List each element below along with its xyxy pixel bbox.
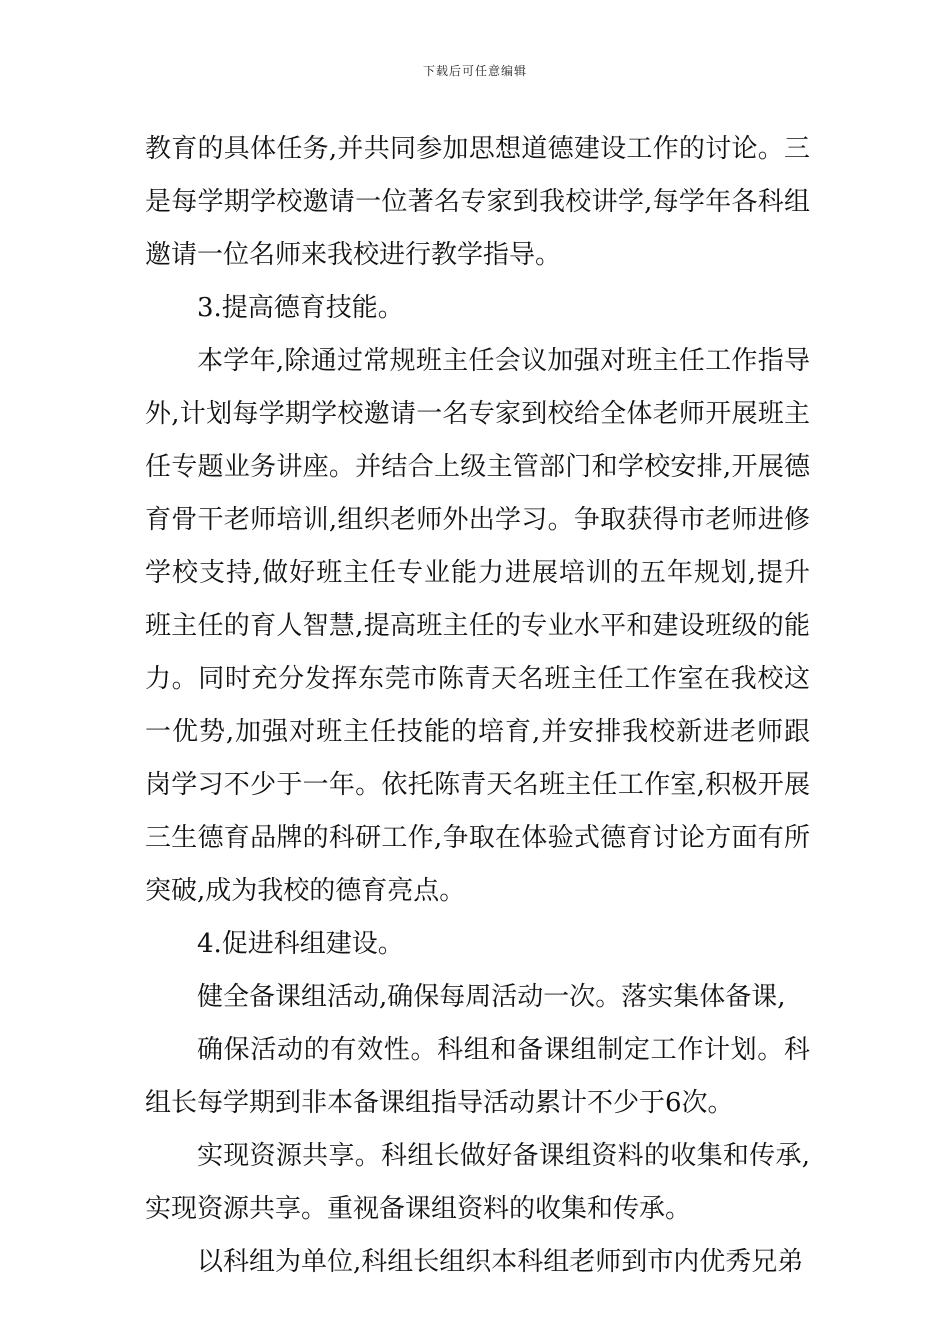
paragraph: 确保活动的有效性。科组和备课组制定工作计划。科组长每学期到非本备课组指导活动累计不少于6次。 [145, 1035, 810, 1118]
paragraph: 健全备课组活动,确保每周活动一次。落实集体备课, [197, 982, 786, 1012]
paragraph: 本学年,除通过常规班主任会议加强对班主任工作指导外,计划每学期学校邀请一名专家到校给全体老师开展班主任专题业务讲座。并结合上级主管部门和学校安排,开展德育骨干老师培训,组织老师外出学习。争取获得市老师进修学校支持,做好班主任专业能力进展培训的五年规划,提升班主任的育人智慧,提高班主任的专业水平和建设班级的能力。同时充分发挥东莞市陈青天名班主任工作室在我校这一优势,加强对班主任技能的培育,并安排我校新进老师跟岗学习不少于一年。依托陈青天名班主任工作室,积极开展三生德育品牌的科研工作,争取在体验式德育讨论方面有所突破,成为我校的德育亮点。 [145, 346, 810, 906]
document-body [145, 123, 810, 1289]
paragraph: 实现资源共享。科组长做好备课组资料的收集和传承,实现资源共享。重视备课组资料的收集和传承。 [145, 1141, 810, 1224]
paragraph: 以科组为单位,科组长组织本科组老师到市内优秀兄弟 [197, 1247, 804, 1277]
paragraph: 教育的具体任务,并共同参加思想道德建设工作的讨论。三是每学期学校邀请一位著名专家到我校讲学,每学年各科组邀请一位名师来我校进行教学指导。 [145, 134, 810, 270]
page-header: 下载后可任意编辑 [422, 64, 527, 78]
section-heading: 4.促进科组建设。 [197, 929, 404, 959]
section-heading: 3.提高德育技能。 [197, 293, 404, 323]
